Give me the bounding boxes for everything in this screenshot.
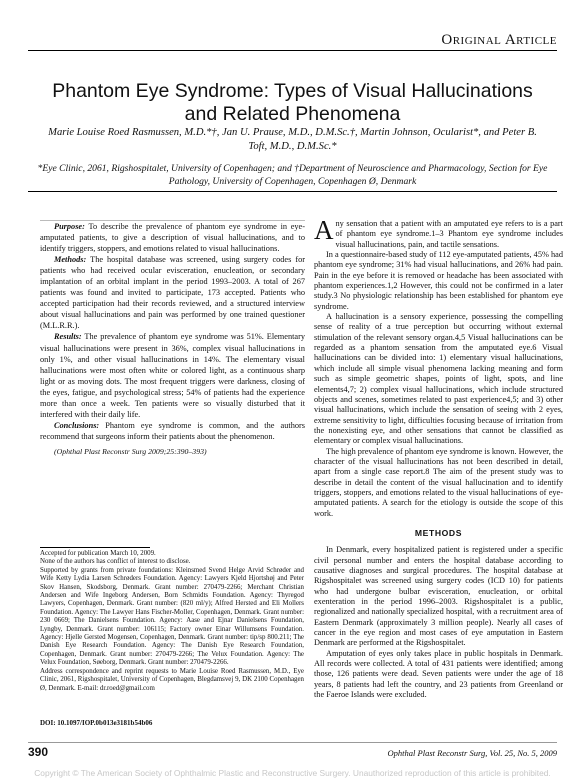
methods-heading: METHODS xyxy=(414,527,463,538)
copyright-notice: Copyright © The American Society of Ophthalmic Plastic and Reconstructive Surgery. Unauthorized reproduction of this article is prohibited. xyxy=(34,768,551,778)
doi: DOI: 10.1097/IOP.0b013e3181b54b06 xyxy=(40,719,153,727)
purpose-heading: Purpose: xyxy=(54,222,85,231)
intro-paragraph-1 xyxy=(314,215,563,250)
footnote-accepted: Accepted for publication March 10, 2009. xyxy=(40,550,156,557)
methods-abstract-heading: Methods: xyxy=(54,255,87,265)
footnote-rule xyxy=(40,547,150,548)
author-list: Marie Louise Roed Rasmussen, M.D.*†, Jan U. Prause, M.D., D.M.Sc.†, Martin Johnson, Ocularist*, and Peter B. Toft, M.D., D.M.Sc.* xyxy=(48,127,537,152)
affiliations: *Eye Clinic, 2061, Rigshospitalet, University of Copenhagen; and †Department of Neuroscience and Pharmacology, Section for Eye Pathology, University of Copenhagen, Copenhagen Ø, Denmark xyxy=(37,163,548,187)
drop-cap: A xyxy=(314,215,334,245)
conclusions-heading: Conclusions: xyxy=(54,420,100,430)
footnote-conflict: None of the authors has conflict of interest to disclose. xyxy=(40,558,191,566)
abstract-methods xyxy=(40,254,305,331)
page-number: 390 xyxy=(28,745,49,759)
intro-paragraph-2: In a questionnaire-based study of 112 eye-amputated patients, 45% had phantom eye syndrome; 31% had visual hallucinations, and 26% had pain. Pain in the eye before it is removed or headache has been associated with phantom experiences.1,2 However, this could not be confirmed in a later study.3 No physiologic relationship has been established for phantom eye syndrome. xyxy=(314,250,563,311)
title-divider xyxy=(28,191,557,192)
body-column xyxy=(314,215,563,700)
methods-paragraph-1: In Denmark, every hospitalized patient is registered under a specific civil personal number and enters the hospital database according to causative diagnoses and surgical procedures. The hospital database at Rigshospitalet was screened using surgery codes (ICD 10) for patients who had undergone bulbar evisceration, enucleation, or orbital exenteration in the period 1996–2003. Rigshospitalet is a public, regionalized and nationally specialized hospital, with a recruitment area of Eastern Denmark (approximately 3 million people). Nearly all cases of cancer in the eye region and most cases of eye amputation in Eastern Denmark are performed at the Rigshospitalet. xyxy=(314,545,563,648)
footnote-correspondence: Address correspondence and reprint requests to Marie Louise Roed Rasmussen, M.D., Eye Clinic, 2061, Rigshospitalet, University of Copenhagen, Blegdamsvej 9, DK 2100 Copenhagen Ø, Denmark. E-mail: dr.roed@gmail.com xyxy=(40,667,304,692)
purpose-text: To describe the prevalence of phantom eye syndrome in eye-amputated patients, to give a description of visual hallucinations, and to identify triggers, stoppers, and emotions related to visual hallucinations. xyxy=(40,222,305,254)
abstract-conclusions xyxy=(40,420,305,442)
intro-paragraph-3: A hallucination is a sensory experience, possessing the compelling sense of reality of a true perception but occurring without external stimulation of the relevant sensory organ.4,5 Visual hallucinations can be regarded as a phantom sensation from the amputated eye.6 Visual hallucinations can be divided into: 1) elementary visual hallucinations, which include all simple visual phenomena lacking meaning and form such as simple geometric shapes, points of light, spots, and line elements4,7; 2) complex visual hallucinations, which include structured objects and scenes, sometimes related to past experience4,5; and 3) other visual hallucinations, which include the sensation of seeing with 2 eyes, extreme sensitivity to light, difficulties focusing because of irritation from the nonexisting eye, and other sensations that cannot be classified as elementary or complex visual hallucinations. xyxy=(314,312,563,446)
intro-paragraph-4: The high prevalence of phantom eye syndrome is known. However, the character of the visual hallucinations has not been described in detail, apart from a single case report.8 The aim of the present study was to describe in detail the content of the visual hallucination and to identify triggers, stoppers, and emotions related to the visual hallucinations of eye-amputated patients. A search for the etiology is outside the scope of this work. xyxy=(314,446,563,518)
results-text: The prevalence of phantom eye syndrome was 51%. Elementary visual hallucinations were present in 36%, complex visual hallucinations in only 1%, and other visual hallucinations in 14%. The elementary visual hallucinations were most often white or colored light, as a continuous sharp light or as moving dots. The most frequent triggers were darkness, closing of the eyes, fatigue, and psychological stress; 54% of patients had the experience more than once a week. Ten patients were so visually disturbed that it interfered with their daily life. xyxy=(40,332,305,419)
journal-citation: (Ophthal Plast Reconstr Surg 2009;25:390–393) xyxy=(54,446,207,456)
conclusions-text: Phantom eye syndrome is common, and the authors recommend that surgeons inform their patients about the phenomenon. xyxy=(40,420,305,441)
footnotes xyxy=(40,550,304,693)
abstract xyxy=(40,220,305,537)
section-label: Original Article xyxy=(441,32,557,48)
abstract-purpose xyxy=(40,221,305,254)
methods-paragraph-2: Amputation of eyes only takes place in public hospitals in Denmark. All records were collected. A total of 431 patients were identified; among those, 126 patients were dead. Seven patients were under the age of 18 years, 8 patients had left the country, and 23 patients from Greenland or the Faeroe Islands were excluded. xyxy=(314,648,563,700)
footnote-funding: Supported by grants from private foundations: Kleinsmed Svend Helge Arvid Schrøder and Wife Ketty Lydia Larsen Schrøders Foundation. Agency: Lawyers Kjeld Hjortshøj and Peter Skov Hansen, Skodsborg, Denmark. Grant number: 270479-2266; Merchant Christian Andersen and Wife Ingeborg Andersen, Born Schmidts Foundation. Agency: Thyregod Lawyers, Copenhagen, Denmark. Grant number: (820 ml/y); Alfred Hersted and Eli Mollers Foundation. Agency: The Lawyer Hans Fischer-Moller, Copenhagen, Denmark. Grant number: 230 0669; The Danielsens Foundation. Agency: Aase and Ejnar Danielsens Foundation, Lyngby, Denmark. Grant number: 106115; Factory owner Einar Willumsens Foundation. Agency: Hjelle Gersted Mogensen, Copenhagen, Denmark. Grant number: tip/sp 800.211; The Danish Eye Research Foundation. Agency: The Danish Eye Research Foundation, Copenhagen, Denmark. Grant number: 270479-2266; The Velux Foundation. Agency: The Velux Foundation, Søeborg, Denmark. Grant number: 270479-2266. xyxy=(40,566,304,667)
methods-abstract-text: The hospital database was screened, using surgery codes for patients who had received ocular evisceration, enucleation, or secondary implantation of an orbital implant in the period 1993–2003. A total of 267 patients was found and invited to participate, 173 accepted. Patients who accepted participation had their records reviewed, and a structured interview about visual hallucinations and pain was performed by one trained questioner (M.L.R.R.). xyxy=(40,255,305,331)
abstract-results xyxy=(40,331,305,419)
article-title: Phantom Eye Syndrome: Types of Visual Hallucinations and Related Phenomena xyxy=(52,80,533,125)
running-head: Ophthal Plast Reconstr Surg, Vol. 25, No. 5, 2009 xyxy=(387,748,557,758)
footer-rule xyxy=(28,742,557,743)
header-rule xyxy=(28,50,557,51)
intro-text-1: ny sensation that a patient with an amputated eye refers to is a part of phantom eye syndrome.1–3 Phantom eye syndrome includes visual hallucinations, pain, and tactile sensations. xyxy=(335,219,563,249)
results-heading: Results: xyxy=(54,332,82,342)
